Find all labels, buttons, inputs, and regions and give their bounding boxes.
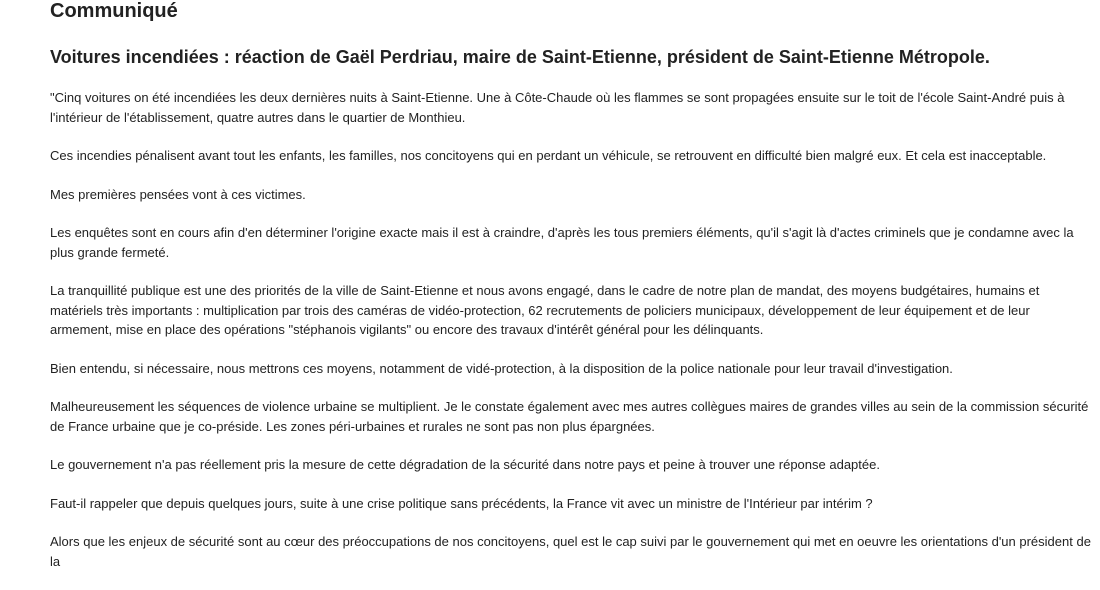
paragraph: "Cinq voitures on été incendiées les deux dernières nuits à Saint-Etienne. Une à Côte-Chaude où les flammes se sont propagées ensuite sur le toit de l'école Saint-André puis à l'intérieur de l'établissement, quatre autres dans le quartier de Monthieu.: [50, 90, 1065, 125]
paragraph: Alors que les enjeux de sécurité sont au cœur des préoccupations de nos concitoyens, quel est le cap suivi par le gouvernement qui met en oeuvre les orientations d'un président de la: [50, 534, 1091, 569]
page-title: Communiqué: [50, 0, 178, 22]
paragraph: Mes premières pensées vont à ces victimes.: [50, 186, 306, 202]
paragraph: Ces incendies pénalisent avant tout les enfants, les familles, nos concitoyens qui en perdant un véhicule, se retrouvent en difficulté bien malgré eux. Et cela est inacceptable.: [50, 148, 1047, 163]
paragraph: Le gouvernement n'a pas réellement pris la mesure de cette dégradation de la sécurité dans notre pays et peine à trouver une réponse adaptée.: [50, 457, 880, 472]
paragraph: Bien entendu, si nécessaire, nous mettrons ces moyens, notamment de vidé-protection, à la disposition de la police nationale pour leur travail d'investigation.: [50, 360, 953, 376]
paragraph: La tranquillité publique est une des priorités de la ville de Saint-Etienne et nous avons engagé, dans le cadre de notre plan de mandat, des moyens budgétaires, humains et matériels très importants : multiplication par trois des caméras de vidéo-protection, 62 recrutements de policiers municipaux, développement de leur équipement et de leur armement, mise en place des opérations "stéphanois vigilants" ou encore des travaux d'intérêt général pour les délinquants.: [50, 283, 1040, 337]
paragraph: Les enquêtes sont en cours afin d'en déterminer l'origine exacte mais il est à craindre, d'après les tous premiers éléments, qu'il s'agit là d'actes criminels que je condamne avec la plus grande fermeté.: [50, 225, 1074, 260]
article-body: [50, 88, 1093, 590]
headline: Voitures incendiées : réaction de Gaël Perdriau, maire de Saint-Etienne, président de Saint-Etienne Métropole.: [50, 47, 990, 67]
paragraph: Malheureusement les séquences de violence urbaine se multiplient. Je le constate également avec mes autres collègues maires de grandes villes au sein de la commission sécurité de France urbaine que je co-préside. Les zones péri-urbaines et rurales ne sont pas non plus épargnées.: [50, 399, 1089, 434]
paragraph: Faut-il rappeler que depuis quelques jours, suite à une crise politique sans précédents, la France vit avec un ministre de l'Intérieur par intérim ?: [50, 495, 873, 511]
